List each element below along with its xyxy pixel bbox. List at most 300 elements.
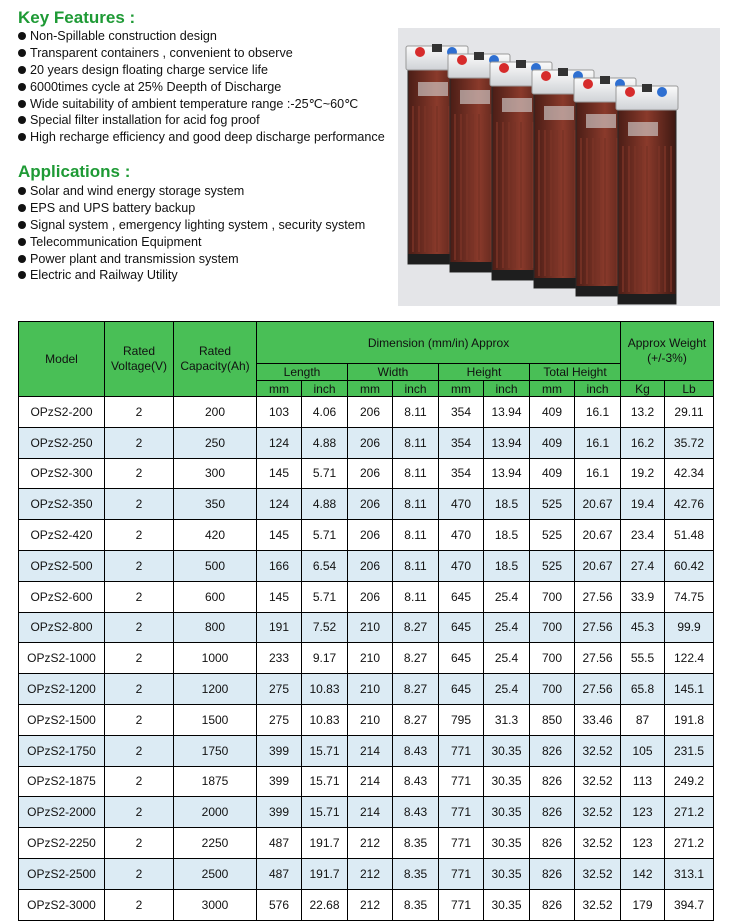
table-row [19,458,714,489]
cell-rated-capacity: 300 [174,458,257,489]
bullet-icon [18,66,26,74]
feature-item [18,129,385,146]
cell-height-mm: 645 [439,643,484,674]
cell-width-mm: 214 [348,797,393,828]
cell-width-mm: 210 [348,674,393,705]
bullet-icon [18,187,26,195]
application-item-text: EPS and UPS battery backup [30,200,196,215]
cell-height-inch: 30.35 [484,797,530,828]
cell-height-inch: 13.94 [484,427,530,458]
cell-rated-capacity: 500 [174,550,257,581]
application-item [18,217,365,234]
header-total-height-mm: mm [530,381,575,397]
cell-rated-voltage: 2 [105,458,174,489]
cell-length-inch: 9.17 [302,643,348,674]
cell-weight-lb: 271.2 [665,797,714,828]
cell-rated-capacity: 1875 [174,766,257,797]
cell-rated-voltage: 2 [105,397,174,428]
table-row [19,581,714,612]
application-item [18,234,365,251]
cell-width-inch: 8.43 [393,797,439,828]
cell-height-mm: 771 [439,889,484,920]
cell-length-mm: 145 [257,458,302,489]
cell-height-inch: 13.94 [484,458,530,489]
header-width: Width [348,364,439,381]
cell-total-height-mm: 826 [530,858,575,889]
vent-cap-icon [474,52,484,60]
cell-length-inch: 4.88 [302,427,348,458]
feature-item-text: Wide suitability of ambient temperature range :-25℃~60℃ [30,96,359,111]
cell-weight-lb: 74.75 [665,581,714,612]
cell-height-mm: 771 [439,797,484,828]
cell-width-inch: 8.11 [393,520,439,551]
vent-cap-icon [600,76,610,84]
cell-total-height-inch: 32.52 [575,889,621,920]
bullet-icon [18,133,26,141]
header-height-mm: mm [439,381,484,397]
cell-rated-capacity: 3000 [174,889,257,920]
cell-height-mm: 771 [439,735,484,766]
cell-length-inch: 7.52 [302,612,348,643]
table-row [19,797,714,828]
cell-rated-capacity: 2500 [174,858,257,889]
cell-width-mm: 210 [348,643,393,674]
cell-width-inch: 8.11 [393,581,439,612]
key-features-title: Key Features : [18,8,136,27]
feature-item [18,79,385,96]
cell-total-height-inch: 27.56 [575,643,621,674]
cell-length-mm: 124 [257,489,302,520]
feature-item-text: Special filter installation for acid fog proof [30,113,260,128]
cell-total-height-mm: 826 [530,797,575,828]
cell-width-inch: 8.27 [393,643,439,674]
cell-weight-lb: 29.11 [665,397,714,428]
cell-width-mm: 206 [348,397,393,428]
cell-total-height-inch: 16.1 [575,458,621,489]
cell-rated-capacity: 250 [174,427,257,458]
cell-rated-capacity: 800 [174,612,257,643]
cell-rated-voltage: 2 [105,489,174,520]
cell-width-mm: 210 [348,704,393,735]
table-row [19,397,714,428]
cell-model: OPzS2-200 [19,397,105,428]
cell-rated-voltage: 2 [105,704,174,735]
table-row [19,427,714,458]
cell-model: OPzS2-1875 [19,766,105,797]
cell-height-mm: 470 [439,489,484,520]
cell-height-inch: 25.4 [484,612,530,643]
cell-rated-voltage: 2 [105,427,174,458]
cell-width-inch: 8.43 [393,735,439,766]
cell-model: OPzS2-2500 [19,858,105,889]
cell-weight-kg: 19.4 [621,489,665,520]
bullet-icon [18,116,26,124]
bullet-icon [18,100,26,108]
cell-total-height-inch: 27.56 [575,674,621,705]
header-height-inch: inch [484,381,530,397]
cell-width-mm: 206 [348,427,393,458]
cell-total-height-mm: 525 [530,550,575,581]
header-total-height-inch: inch [575,381,621,397]
cell-weight-kg: 19.2 [621,458,665,489]
cell-width-inch: 8.27 [393,704,439,735]
cell-height-mm: 354 [439,427,484,458]
cell-weight-lb: 99.9 [665,612,714,643]
cell-width-mm: 212 [348,858,393,889]
cell-length-inch: 15.71 [302,797,348,828]
cell-total-height-inch: 33.46 [575,704,621,735]
cell-length-inch: 10.83 [302,674,348,705]
feature-item [18,28,385,45]
cell-length-mm: 399 [257,766,302,797]
cell-width-inch: 8.35 [393,889,439,920]
cell-height-mm: 354 [439,397,484,428]
cell-height-inch: 31.3 [484,704,530,735]
cell-width-mm: 206 [348,581,393,612]
cell-length-inch: 5.71 [302,581,348,612]
cell-total-height-mm: 826 [530,828,575,859]
cell-length-inch: 15.71 [302,766,348,797]
cell-length-mm: 487 [257,828,302,859]
table-row [19,612,714,643]
cell-weight-lb: 35.72 [665,427,714,458]
applications-list [18,183,365,284]
cell-rated-voltage: 2 [105,581,174,612]
cell-weight-kg: 16.2 [621,427,665,458]
cell-weight-kg: 13.2 [621,397,665,428]
cell-length-mm: 191 [257,612,302,643]
cell-weight-lb: 60.42 [665,550,714,581]
cell-rated-capacity: 200 [174,397,257,428]
cell-rated-voltage: 2 [105,735,174,766]
header-width-mm: mm [348,381,393,397]
cell-width-mm: 206 [348,520,393,551]
battery-bank-illustration [398,28,720,306]
header-total-height: Total Height [530,364,621,381]
cell-width-inch: 8.27 [393,612,439,643]
cell-height-inch: 18.5 [484,550,530,581]
cell-total-height-mm: 525 [530,520,575,551]
specification-table-body [19,397,714,921]
header-weight-kg: Kg [621,381,665,397]
battery-label [418,82,448,96]
positive-terminal-icon [415,47,425,57]
cell-weight-lb: 145.1 [665,674,714,705]
application-item-text: Solar and wind energy storage system [30,184,245,198]
feature-item [18,96,385,113]
cell-width-inch: 8.11 [393,458,439,489]
feature-item-text: 20 years design floating charge service life [30,62,269,77]
cell-width-inch: 8.35 [393,858,439,889]
cell-height-inch: 18.5 [484,489,530,520]
cell-model: OPzS2-1200 [19,674,105,705]
cell-length-inch: 15.71 [302,735,348,766]
cell-height-mm: 771 [439,858,484,889]
cell-total-height-mm: 409 [530,458,575,489]
cell-weight-kg: 113 [621,766,665,797]
bullet-icon [18,221,26,229]
cell-rated-voltage: 2 [105,828,174,859]
cell-rated-capacity: 350 [174,489,257,520]
bullet-icon [18,238,26,246]
table-row [19,766,714,797]
cell-weight-lb: 231.5 [665,735,714,766]
cell-model: OPzS2-2000 [19,797,105,828]
cell-height-mm: 771 [439,828,484,859]
cell-total-height-mm: 409 [530,397,575,428]
cell-total-height-inch: 20.67 [575,550,621,581]
cell-rated-voltage: 2 [105,766,174,797]
cell-weight-lb: 271.2 [665,828,714,859]
cell-weight-kg: 179 [621,889,665,920]
cell-width-inch: 8.35 [393,828,439,859]
cell-weight-lb: 249.2 [665,766,714,797]
cell-weight-kg: 142 [621,858,665,889]
vent-cap-icon [558,68,568,76]
cell-length-inch: 10.83 [302,704,348,735]
header-weight-lb: Lb [665,381,714,397]
bullet-icon [18,32,26,40]
cell-width-inch: 8.11 [393,397,439,428]
cell-model: OPzS2-420 [19,520,105,551]
cell-total-height-inch: 16.1 [575,427,621,458]
cell-total-height-inch: 32.52 [575,735,621,766]
table-row [19,643,714,674]
cell-rated-voltage: 2 [105,520,174,551]
feature-item [18,112,385,129]
cell-rated-capacity: 600 [174,581,257,612]
cell-rated-voltage: 2 [105,889,174,920]
cell-length-mm: 275 [257,704,302,735]
cell-length-mm: 145 [257,581,302,612]
cell-rated-voltage: 2 [105,797,174,828]
header-rated-voltage: Rated Voltage(V) [105,322,174,397]
cell-height-inch: 30.35 [484,766,530,797]
cell-model: OPzS2-350 [19,489,105,520]
cell-total-height-inch: 20.67 [575,520,621,551]
positive-terminal-icon [541,71,551,81]
cell-model: OPzS2-500 [19,550,105,581]
cell-weight-kg: 65.8 [621,674,665,705]
cell-total-height-mm: 700 [530,643,575,674]
vent-cap-icon [432,44,442,52]
cell-length-inch: 22.68 [302,889,348,920]
cell-model: OPzS2-2250 [19,828,105,859]
cell-height-mm: 645 [439,612,484,643]
cell-length-mm: 233 [257,643,302,674]
cell-length-mm: 124 [257,427,302,458]
table-row [19,858,714,889]
cell-rated-voltage: 2 [105,612,174,643]
application-item [18,267,365,284]
cell-weight-kg: 105 [621,735,665,766]
cell-length-inch: 4.06 [302,397,348,428]
cell-weight-lb: 313.1 [665,858,714,889]
cell-width-inch: 8.27 [393,674,439,705]
applications-title: Applications : [18,162,131,181]
cell-length-inch: 5.71 [302,458,348,489]
cell-width-mm: 212 [348,889,393,920]
cell-height-mm: 645 [439,674,484,705]
cell-length-inch: 5.71 [302,520,348,551]
table-row [19,828,714,859]
cell-weight-kg: 123 [621,828,665,859]
battery-label [544,106,574,120]
feature-item-text: Transparent containers , convenient to observe [30,45,293,60]
feature-item-text: 6000times cycle at 25% Deepth of Discharge [30,79,282,94]
table-row [19,889,714,920]
cell-weight-kg: 55.5 [621,643,665,674]
positive-terminal-icon [625,87,635,97]
cell-model: OPzS2-300 [19,458,105,489]
cell-width-mm: 212 [348,828,393,859]
bullet-icon [18,83,26,91]
feature-item [18,45,385,62]
vent-cap-icon [642,84,652,92]
cell-height-mm: 470 [439,550,484,581]
header-rated-capacity: Rated Capacity(Ah) [174,322,257,397]
cell-width-mm: 206 [348,489,393,520]
feature-item [18,62,385,79]
cell-rated-capacity: 1500 [174,704,257,735]
cell-model: OPzS2-1750 [19,735,105,766]
cell-height-mm: 645 [439,581,484,612]
cell-length-mm: 166 [257,550,302,581]
cell-height-mm: 470 [439,520,484,551]
cell-rated-capacity: 2250 [174,828,257,859]
cell-height-inch: 18.5 [484,520,530,551]
application-item [18,200,365,217]
cell-total-height-inch: 32.52 [575,858,621,889]
cell-height-inch: 30.35 [484,735,530,766]
header-length-mm: mm [257,381,302,397]
header-height: Height [439,364,530,381]
cell-width-mm: 214 [348,766,393,797]
cell-height-inch: 30.35 [484,889,530,920]
bullet-icon [18,204,26,212]
cell-height-inch: 25.4 [484,643,530,674]
cell-total-height-mm: 826 [530,766,575,797]
application-item [18,251,365,268]
cell-width-mm: 214 [348,735,393,766]
cell-height-inch: 25.4 [484,581,530,612]
cell-weight-kg: 27.4 [621,550,665,581]
application-item-text: Power plant and transmission system [30,251,239,266]
cell-length-mm: 576 [257,889,302,920]
application-item-text: Signal system , emergency lighting system , security system [30,217,366,232]
cell-model: OPzS2-1500 [19,704,105,735]
cell-weight-kg: 33.9 [621,581,665,612]
table-row [19,550,714,581]
positive-terminal-icon [499,63,509,73]
cell-rated-capacity: 420 [174,520,257,551]
negative-terminal-icon [657,87,667,97]
header-dimension: Dimension (mm/in) Approx [257,322,621,364]
cell-total-height-mm: 850 [530,704,575,735]
cell-width-mm: 206 [348,458,393,489]
cell-total-height-inch: 32.52 [575,828,621,859]
cell-model: OPzS2-1000 [19,643,105,674]
cell-model: OPzS2-800 [19,612,105,643]
battery-label [628,122,658,136]
cell-total-height-mm: 700 [530,674,575,705]
cell-model: OPzS2-3000 [19,889,105,920]
header-weight: Approx Weight (+/-3%) [621,322,714,381]
cell-weight-lb: 42.76 [665,489,714,520]
key-features-list [18,28,385,146]
cell-total-height-mm: 700 [530,612,575,643]
cell-total-height-inch: 20.67 [575,489,621,520]
cell-total-height-inch: 32.52 [575,766,621,797]
positive-terminal-icon [457,55,467,65]
cell-total-height-mm: 826 [530,889,575,920]
battery-label [460,90,490,104]
cell-width-inch: 8.11 [393,489,439,520]
cell-total-height-mm: 700 [530,581,575,612]
cell-length-mm: 487 [257,858,302,889]
cell-model: OPzS2-250 [19,427,105,458]
cell-length-inch: 6.54 [302,550,348,581]
cell-weight-lb: 51.48 [665,520,714,551]
cell-total-height-mm: 826 [530,735,575,766]
header-width-inch: inch [393,381,439,397]
cell-height-mm: 354 [439,458,484,489]
vent-cap-icon [516,60,526,68]
cell-total-height-inch: 32.52 [575,797,621,828]
cell-height-inch: 30.35 [484,828,530,859]
bullet-icon [18,271,26,279]
cell-model: OPzS2-600 [19,581,105,612]
cell-weight-lb: 191.8 [665,704,714,735]
cell-height-inch: 13.94 [484,397,530,428]
cell-weight-lb: 394.7 [665,889,714,920]
cell-length-mm: 145 [257,520,302,551]
cell-total-height-mm: 409 [530,427,575,458]
cell-weight-lb: 122.4 [665,643,714,674]
table-row [19,735,714,766]
cell-rated-capacity: 1000 [174,643,257,674]
feature-item-text: High recharge efficiency and good deep discharge performance [30,130,385,145]
cell-width-inch: 8.43 [393,766,439,797]
cell-total-height-inch: 27.56 [575,581,621,612]
cell-weight-kg: 45.3 [621,612,665,643]
table-row [19,674,714,705]
cell-length-mm: 399 [257,797,302,828]
cell-rated-voltage: 2 [105,550,174,581]
battery-product-image [398,28,720,306]
cell-rated-voltage: 2 [105,643,174,674]
battery-base [618,294,676,304]
cell-width-inch: 8.11 [393,550,439,581]
application-item-text: Telecommunication Equipment [30,234,202,249]
application-item [18,183,365,200]
cell-rated-capacity: 1200 [174,674,257,705]
cell-length-inch: 191.7 [302,858,348,889]
cell-width-inch: 8.11 [393,427,439,458]
cell-rated-capacity: 1750 [174,735,257,766]
header-length: Length [257,364,348,381]
cell-weight-kg: 123 [621,797,665,828]
cell-total-height-inch: 27.56 [575,612,621,643]
cell-length-inch: 4.88 [302,489,348,520]
cell-length-inch: 191.7 [302,828,348,859]
application-item-text: Electric and Railway Utility [30,268,178,283]
cell-rated-voltage: 2 [105,858,174,889]
bullet-icon [18,49,26,57]
cell-length-mm: 275 [257,674,302,705]
cell-rated-voltage: 2 [105,674,174,705]
cell-weight-lb: 42.34 [665,458,714,489]
